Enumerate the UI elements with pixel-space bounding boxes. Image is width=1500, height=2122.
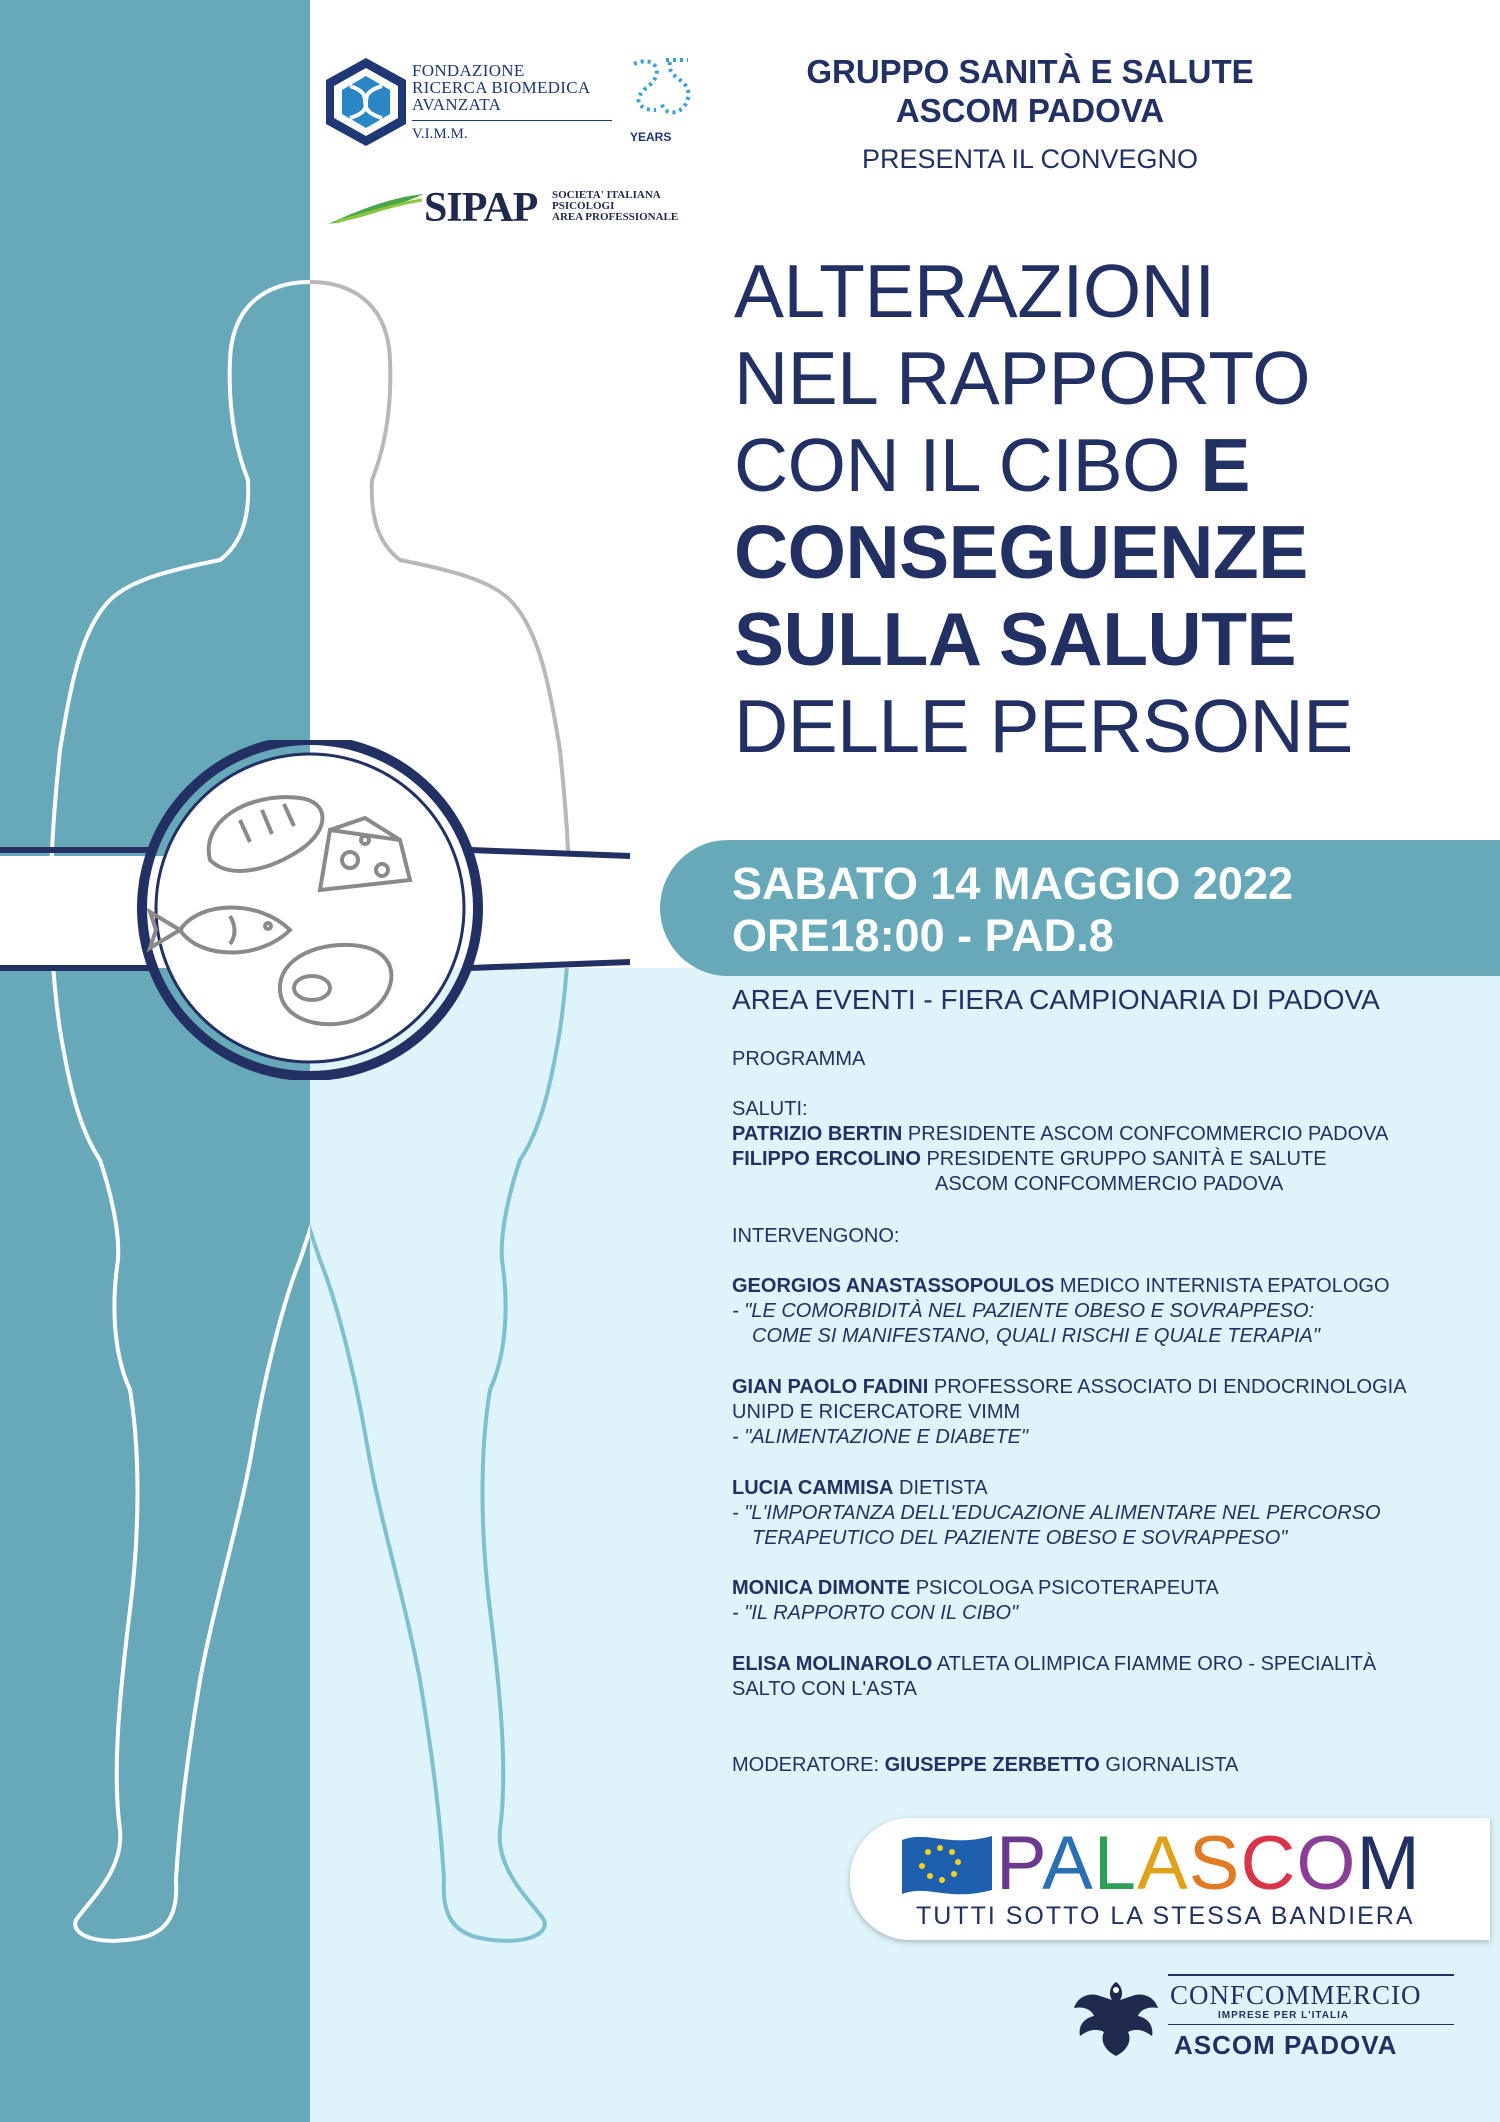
saluti-item: FILIPPO ERCOLINO PRESIDENTE GRUPPO SANITÀ E SALUTE xyxy=(732,1148,1327,1170)
confcommercio-name: CONFCOMMERCIO xyxy=(1170,1980,1422,2010)
palascom-letter: O xyxy=(1296,1821,1357,1906)
title-line-1: ALTERAZIONI xyxy=(734,249,1215,333)
sipap-name: SIPAP xyxy=(424,185,538,231)
divider xyxy=(1168,2024,1454,2025)
vimm-acronym: V.I.M.M. xyxy=(412,126,468,142)
organizer-line-2: ASCOM PADOVA xyxy=(895,92,1165,129)
palascom-letter: S xyxy=(1188,1821,1241,1906)
confcommercio-sub: IMPRESE PER L'ITALIA xyxy=(1218,2010,1350,2021)
program-heading: PROGRAMMA xyxy=(732,1048,866,1070)
presents-label: PRESENTA IL CONVEGNO xyxy=(861,144,1199,174)
palascom-wordmark xyxy=(996,1821,1421,1906)
title-line-3: CON IL CIBO E xyxy=(734,423,1250,507)
palascom-logo xyxy=(850,1818,1490,1940)
palascom-letter: M xyxy=(1356,1821,1421,1906)
divider xyxy=(1168,1974,1454,1976)
conference-title xyxy=(734,248,1353,770)
eagle-icon xyxy=(1070,1976,1162,2060)
confcommercio-branch: ASCOM PADOVA xyxy=(1174,2030,1398,2060)
saluti-item: PATRIZIO BERTIN PRESIDENTE ASCOM CONFCOMMERCIO PADOVA xyxy=(732,1123,1389,1145)
saluti-item-role-cont: ASCOM CONFCOMMERCIO PADOVA xyxy=(935,1173,1284,1195)
eu-flag-icon xyxy=(898,1830,996,1900)
intervengono-label: INTERVENGONO: xyxy=(732,1225,900,1247)
speaker-role-cont: SALTO CON L'ASTA xyxy=(732,1678,917,1700)
organizer-heading xyxy=(760,52,1300,130)
vimm-name: FONDAZIONE RICERCA BIOMEDICA AVANZATA xyxy=(412,61,591,114)
event-time-place: ORE18:00 - PAD.8 xyxy=(732,910,1114,961)
years-logo xyxy=(626,54,696,150)
dna-hexagon-icon xyxy=(320,56,412,148)
speaker-item: GIAN PAOLO FADINI PROFESSORE ASSOCIATO DI ENDOCRINOLOGIA xyxy=(732,1376,1407,1398)
speaker-item: GEORGIOS ANASTASSOPOULOS MEDICO INTERNISTA EPATOLOGO xyxy=(732,1275,1390,1297)
confcommercio-logo xyxy=(1070,1974,1470,2094)
palascom-letter: L xyxy=(1093,1821,1138,1906)
title-line-5: SULLA SALUTE xyxy=(734,597,1297,681)
years-label: YEARS xyxy=(630,130,672,144)
swoosh-icon xyxy=(326,192,426,226)
talk-title: - "L'IMPORTANZA DELL'EDUCAZIONE ALIMENTARE NEL PERCORSO xyxy=(732,1502,1381,1524)
palascom-letter: C xyxy=(1240,1821,1297,1906)
human-body-illustration xyxy=(0,270,660,1990)
title-line-2: NEL RAPPORTO xyxy=(734,336,1311,420)
palascom-tagline: TUTTI SOTTO LA STESSA BANDIERA xyxy=(916,1902,1415,1930)
talk-title: - "LE COMORBIDITÀ NEL PAZIENTE OBESO E SOVRAPPESO: xyxy=(732,1300,1315,1322)
palascom-letter: A xyxy=(1042,1821,1094,1906)
title-line-6: DELLE PERSONE xyxy=(734,684,1353,768)
title-line-4: CONSEGUENZE xyxy=(734,510,1308,594)
date-banner xyxy=(660,840,1500,976)
speaker-item: MONICA DIMONTE PSICOLOGA PSICOTERAPEUTA xyxy=(732,1577,1219,1599)
divider xyxy=(412,120,612,121)
organizer-line-1: GRUPPO SANITÀ E SALUTE xyxy=(806,53,1254,90)
talk-title: - "IL RAPPORTO CON IL CIBO" xyxy=(732,1602,1019,1624)
food-badge xyxy=(0,740,640,1080)
speaker-item: LUCIA CAMMISA DIETISTA xyxy=(732,1477,988,1499)
vimm-logo xyxy=(320,56,610,146)
talk-title-cont: COME SI MANIFESTANO, QUALI RISCHI E QUALE TERAPIA" xyxy=(752,1325,1320,1347)
saluti-label: SALUTI: xyxy=(732,1098,808,1120)
talk-title-cont: TERAPEUTICO DEL PAZIENTE OBESO E SOVRAPPESO" xyxy=(752,1527,1288,1549)
talk-title: - "ALIMENTAZIONE E DIABETE" xyxy=(732,1426,1029,1448)
speaker-item: ELISA MOLINAROLO ATLETA OLIMPICA FIAMME ORO - SPECIALITÀ xyxy=(732,1653,1377,1675)
moderator-line: MODERATORE: GIUSEPPE ZERBETTO GIORNALISTA xyxy=(732,1754,1239,1776)
event-venue: AREA EVENTI - FIERA CAMPIONARIA DI PADOVA xyxy=(732,984,1380,1015)
dna-25-icon xyxy=(626,54,696,134)
palascom-letter: A xyxy=(1137,1821,1189,1906)
palascom-letter: P xyxy=(996,1821,1043,1906)
speaker-role-cont: UNIPD E RICERCATORE VIMM xyxy=(732,1401,1021,1423)
event-date: SABATO 14 MAGGIO 2022 xyxy=(732,858,1294,909)
sipap-full-name: SOCIETA' ITALIANA PSICOLOGI AREA PROFESSIONALE xyxy=(552,189,679,223)
sipap-logo xyxy=(326,184,726,234)
